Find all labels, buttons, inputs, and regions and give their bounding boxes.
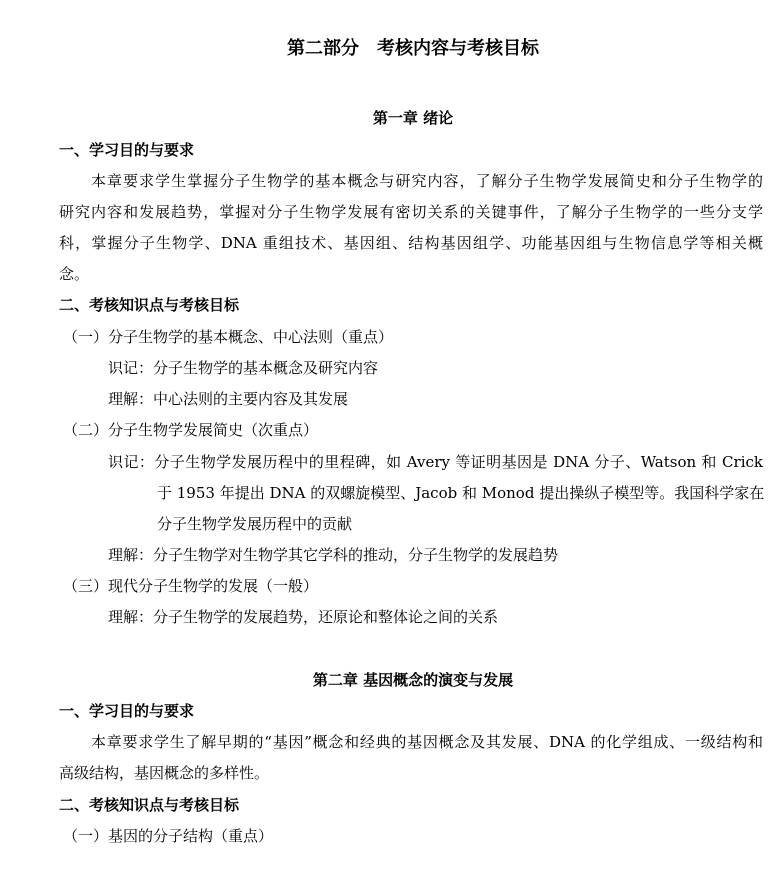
chapter1-section1-heading: 一、学习目的与要求 bbox=[59, 141, 195, 159]
chapter1-sub2-heading: （二）分子生物学发展简史（次重点） bbox=[63, 421, 319, 439]
chapter1-intro-line-4: 念。 bbox=[59, 265, 90, 283]
chapter2-intro-line-1: 本章要求学生了解早期的“基因”概念和经典的基因概念及其发展、DNA 的化学组成、一级结构和 bbox=[91, 733, 763, 751]
chapter1-sub3-item: 理解：分子生物学的发展趋势，还原论和整体论之间的关系 bbox=[108, 608, 499, 626]
part-title bbox=[0, 39, 779, 59]
chapter2-title: 第二章 基因概念的演变与发展 bbox=[312, 671, 514, 689]
chapter2-intro-line-2: 高级结构，基因概念的多样性。 bbox=[59, 764, 270, 782]
chapter2-sub1-heading: （一）基因的分子结构（重点） bbox=[63, 827, 274, 845]
chapter1-section2-heading: 二、考核知识点与考核目标 bbox=[59, 296, 240, 314]
chapter1-intro-line-2: 研究内容和发展趋势，掌握对分子生物学发展有密切关系的关键事件，了解分子生物学的一些分支学 bbox=[59, 203, 763, 221]
chapter1-sub2-item1-line-3: 分子生物学发展历程中的贡献 bbox=[157, 515, 353, 533]
chapter1-sub1-item-2: 理解：中心法则的主要内容及其发展 bbox=[108, 390, 349, 408]
chapter1-sub1-heading: （一）分子生物学的基本概念、中心法则（重点） bbox=[63, 328, 394, 346]
chapter2-section2-heading: 二、考核知识点与考核目标 bbox=[59, 796, 240, 814]
part-label: 第二部分 bbox=[287, 38, 359, 59]
chapter1-sub2-item1-line-1: 识记：分子生物学发展历程中的里程碑，如 Avery 等证明基因是 DNA 分子、Watson 和 Crick bbox=[108, 453, 763, 471]
chapter1-sub3-heading: （三）现代分子生物学的发展（一般） bbox=[63, 577, 319, 595]
chapter1-intro-line-1: 本章要求学生掌握分子生物学的基本概念与研究内容，了解分子生物学发展简史和分子生物学的 bbox=[91, 172, 763, 190]
part-subject: 考核内容与考核目标 bbox=[377, 38, 539, 59]
chapter1-sub2-item1-line-2: 于 1953 年提出 DNA 的双螺旋模型、Jacob 和 Monod 提出操纵子模型等。我国科学家在 bbox=[157, 484, 765, 502]
chapter1-sub2-item-2: 理解：分子生物学对生物学其它学科的推动，分子生物学的发展趋势 bbox=[108, 546, 559, 564]
chapter1-intro-line-3: 科，掌握分子生物学、DNA 重组技术、基因组、结构基因组学、功能基因组与生物信息学等相关概 bbox=[59, 234, 763, 252]
chapter1-title: 第一章 绪论 bbox=[372, 109, 454, 127]
chapter2-section1-heading: 一、学习目的与要求 bbox=[59, 702, 195, 720]
chapter1-sub1-item-1: 识记：分子生物学的基本概念及研究内容 bbox=[108, 359, 379, 377]
